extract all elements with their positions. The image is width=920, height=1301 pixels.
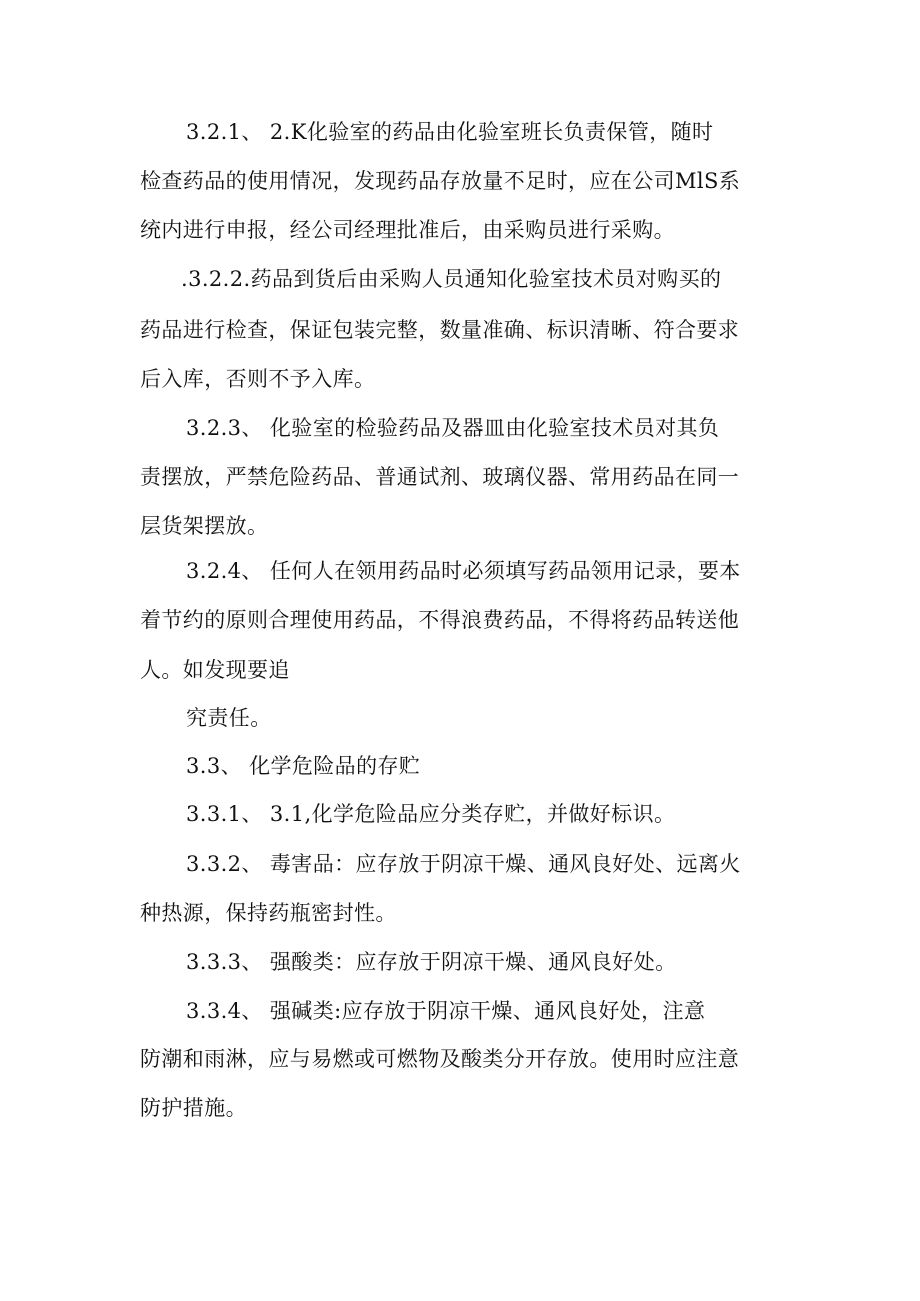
- text-line: 种热源，保持药瓶密封性。: [140, 901, 397, 925]
- text-line: 3.3.1、 3.1,化学危险品应分类存贮，并做好标识。: [186, 802, 676, 826]
- text-line: 责摆放，严禁危险药品、普通试剂、玻璃仪器、常用药品在同一: [140, 465, 740, 489]
- text-line: 后入库，否则不予入库。: [140, 367, 376, 391]
- text-line: 药品进行检查，保证包装完整，数量准确、标识清晰、符合要求: [140, 318, 740, 342]
- text-line: 3.2.3、 化验室的检验药品及器皿由化验室技术员对其负: [186, 416, 720, 440]
- text-line: 3.2.4、 任何人在领用药品时必须填写药品领用记录，要本: [186, 559, 741, 583]
- text-line: 防护措施。: [140, 1096, 247, 1120]
- text-line: 3.3.3、 强酸类：应存放于阴凉干燥、通风良好处。: [186, 950, 677, 974]
- text-line: 防潮和雨淋，应与易燃或可燃物及酸类分开存放。使用时应注意: [140, 1047, 740, 1071]
- text-line: 3.3.4、 强碱类:应存放于阴凉干燥、通风良好处，注意: [186, 999, 706, 1023]
- text-line: .3.2.2.药品到货后由采购人员通知化验室技术员对购买的: [181, 267, 722, 291]
- text-line: 人。如发现要追: [140, 658, 290, 682]
- text-line: 3.3.2、 毒害品：应存放于阴凉干燥、通风良好处、远离火: [186, 852, 741, 876]
- section-heading: 3.3、 化学危险品的存贮: [186, 754, 421, 778]
- text-line: 统内进行申报，经公司经理批准后，由采购员进行采购。: [140, 218, 675, 242]
- text-line: 3.2.1、 2.K化验室的药品由化验室班长负责保管，随时: [186, 120, 714, 144]
- text-line: 层货架摆放。: [140, 514, 269, 538]
- text-line: 检查药品的使用情况，发现药品存放量不足时，应在公司MlS系: [140, 169, 741, 193]
- text-line: 着节约的原则合理使用药品，不得浪费药品，不得将药品转送他: [140, 608, 740, 632]
- text-line: 究责任。: [186, 706, 272, 730]
